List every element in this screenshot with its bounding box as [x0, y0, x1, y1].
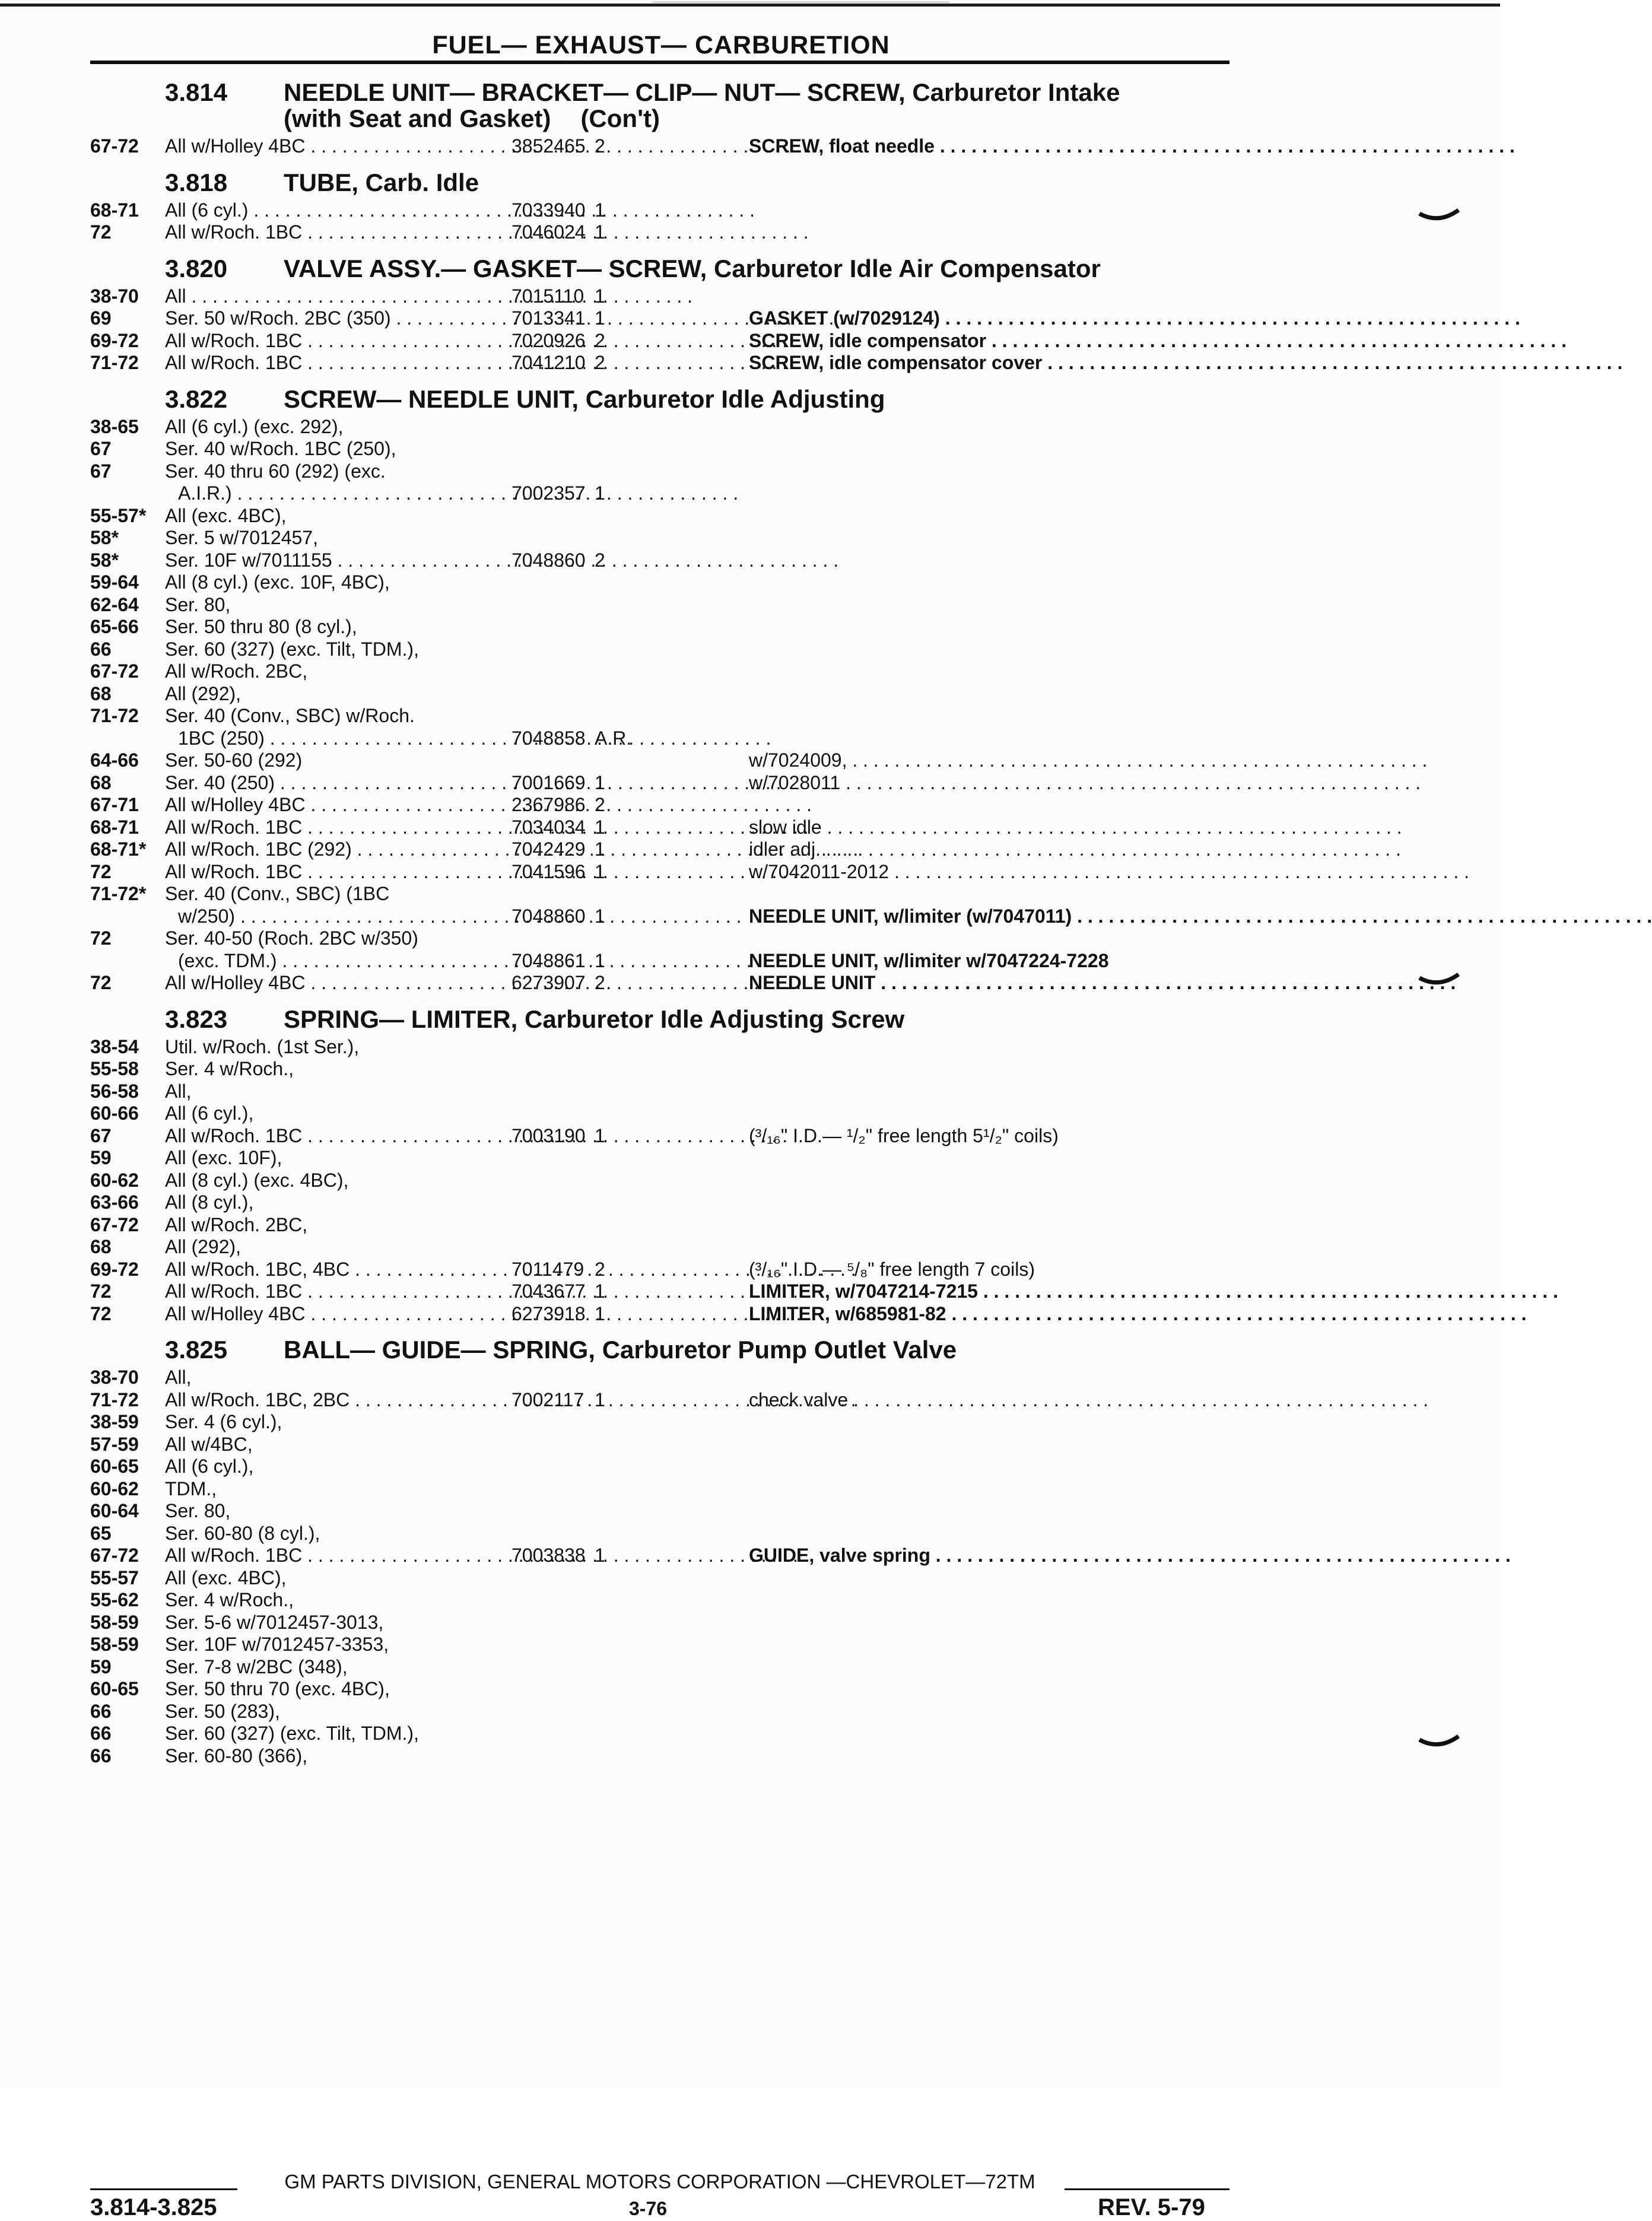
part-number: 7034034 [512, 816, 586, 838]
quantity: 1 [595, 860, 605, 882]
header-rule [90, 61, 1230, 64]
part-number: 7015110 [512, 285, 584, 307]
part-note: NEEDLE UNIT, w/limiter w/7047224-7228 [749, 949, 1109, 971]
quantity: 1 [595, 838, 605, 860]
quantity: 1 [595, 816, 605, 838]
section-title [284, 256, 1230, 282]
model-years: 38-70 [90, 285, 139, 307]
application-description: Ser. 4 w/Roch., [165, 1058, 294, 1079]
model-years: 71-72 [90, 1388, 139, 1410]
section-title-text: VALVE ASSY.— GASKET— SCREW, Carburetor Idle Air Compensator [284, 254, 1101, 282]
application-description: All (8 cyl.) (exc. 4BC), [165, 1169, 349, 1191]
application-description: All w/Roch. 1BC . . . [165, 352, 512, 374]
part-row [90, 1191, 1230, 1214]
model-years: 68-71 [90, 816, 139, 838]
quantity: 2 [595, 549, 605, 571]
part-row [90, 285, 1230, 308]
part-note: w/7024009, . . . [749, 749, 1230, 772]
part-row [90, 838, 1230, 861]
model-years: 65-66 [90, 616, 139, 637]
section-number: 3.814 [165, 78, 228, 106]
part-row [90, 616, 1230, 638]
section-number: 3.822 [165, 385, 228, 413]
application-description: All w/Holley 4BC . . . [165, 972, 512, 994]
part-row [90, 1567, 1230, 1590]
section-number: 3.823 [165, 1005, 228, 1033]
model-years: 63-66 [90, 1191, 139, 1213]
part-row [90, 199, 1230, 222]
quantity: 1 [595, 285, 605, 307]
model-years: 67 [90, 438, 112, 459]
part-note: w/7042011-2012 . . . [749, 861, 1230, 884]
model-years: 64-66 [90, 749, 139, 771]
application-description: All w/Roch. 1BC . . . [165, 1281, 512, 1303]
part-number: 7048858 [512, 727, 586, 749]
application-description: All w/4BC, [165, 1433, 253, 1455]
application-description: All w/Holley 4BC . . . [165, 1303, 512, 1326]
part-row [90, 330, 1230, 352]
model-years: 38-70 [90, 1367, 139, 1388]
part-row [90, 905, 1230, 928]
part-note: SCREW, idle compensator cover . . . [749, 352, 1230, 374]
section-3-818 [90, 170, 1230, 244]
part-row [90, 1058, 1230, 1081]
part-row [90, 772, 1230, 795]
part-note: LIMITER, w/685981-82 . . . [749, 1303, 1230, 1326]
part-row [90, 1434, 1230, 1456]
model-years: 60-62 [90, 1169, 139, 1191]
application-description: Ser. 60 (327) (exc. Tilt, TDM.), [165, 1723, 419, 1744]
footer-page-number: 3-76 [629, 2198, 668, 2219]
application-description: All w/Roch. 1BC . . . [165, 1545, 512, 1567]
part-row [90, 505, 1230, 528]
scan-artifact [653, 1, 949, 3]
quantity: 2 [595, 794, 605, 815]
model-years: 60-62 [90, 1478, 139, 1499]
model-years: 72 [90, 972, 112, 993]
quantity: 1 [595, 482, 605, 504]
section-title [284, 1337, 1230, 1363]
footer-section-range: 3.814-3.825 [90, 2194, 217, 2220]
part-row [90, 1456, 1230, 1478]
model-years: 67-72 [90, 135, 139, 157]
section-3-814 [90, 80, 1230, 158]
part-note: (³/₁₆" I.D.— ⁵/₈" free length 7 coils) [749, 1258, 1035, 1280]
model-years: 71-72 [90, 705, 139, 726]
model-years: 69-72 [90, 329, 139, 351]
section-3-822 [90, 386, 1230, 994]
section-title [284, 170, 1230, 196]
part-number: 6273918 [512, 1302, 586, 1324]
part-row [90, 571, 1230, 594]
quantity: 1 [595, 1545, 605, 1566]
quantity: 1 [595, 949, 605, 971]
application-description: All (8 cyl.), [165, 1191, 254, 1213]
application-description: Ser. 40 w/Roch. 1BC (250), [165, 438, 396, 459]
part-row [90, 1281, 1230, 1303]
application-description: Ser. 80, [165, 593, 231, 615]
part-row [90, 1214, 1230, 1237]
parts-listing [90, 76, 1230, 1767]
application-description: Ser. 5-6 w/7012457-3013, [165, 1611, 384, 1633]
section-title-text: BALL— GUIDE— SPRING, Carburetor Pump Outlet Valve [284, 1336, 957, 1364]
application-description: All (292), [165, 1236, 242, 1257]
part-row [90, 1170, 1230, 1192]
part-row [90, 972, 1230, 994]
model-years: 38-54 [90, 1035, 139, 1057]
part-note: slow idle . . . [749, 816, 1230, 839]
application-description: Util. w/Roch. (1st Ser.), [165, 1035, 360, 1057]
part-note: SCREW, idle compensator . . . [749, 330, 1230, 352]
binder-hole-mark [1418, 973, 1460, 989]
application-description: Ser. 40 (Conv., SBC) w/Roch. [165, 705, 415, 726]
application-description: All w/Roch. 1BC . . . [165, 861, 512, 884]
model-years: 59 [90, 1656, 112, 1677]
model-years: 72 [90, 1281, 112, 1302]
part-number: 7046024 [512, 221, 586, 243]
application-description: Ser. 60-80 (366), [165, 1745, 308, 1766]
part-row [90, 861, 1230, 884]
part-note: idler adj. . . . [749, 838, 1230, 861]
part-number: 7003190 [512, 1124, 586, 1146]
application-description: w/250) . . . [165, 905, 512, 928]
application-description: Ser. 80, [165, 1500, 231, 1521]
application-description: Ser. 40-50 (Roch. 2BC w/350) [165, 927, 418, 949]
page-title: FUEL— EXHAUST— CARBURETION [432, 31, 890, 59]
model-years: 66 [90, 1745, 112, 1766]
part-note: NEEDLE UNIT, w/limiter (w/7047011) . . . [749, 905, 1230, 928]
part-row [90, 1081, 1230, 1103]
model-years: 68 [90, 771, 112, 793]
model-years: 68-71* [90, 838, 147, 860]
quantity: 2 [595, 972, 605, 993]
model-years: 71-72* [90, 883, 147, 904]
part-row [90, 1523, 1230, 1545]
section-title [284, 386, 1230, 412]
part-number: 7013341 [512, 307, 586, 329]
section-heading [90, 1337, 1230, 1363]
part-number: 7048860 [512, 905, 586, 927]
quantity: 2 [595, 135, 605, 157]
part-number: 7020926 [512, 329, 586, 351]
application-description: All w/Holley 4BC . . . [165, 135, 512, 158]
quantity: 1 [595, 307, 605, 329]
quantity: 1 [595, 1388, 605, 1410]
quantity: 2 [595, 352, 605, 373]
quantity: 2 [595, 1258, 605, 1280]
application-description: All w/Roch. 1BC . . . [165, 1125, 512, 1148]
model-years: 59-64 [90, 571, 139, 593]
part-row [90, 307, 1230, 330]
model-years: 56-58 [90, 1080, 139, 1102]
part-note: w/7028011 . . . [749, 772, 1230, 795]
part-number: 2367986 [512, 794, 586, 815]
application-description: Ser. 10F w/7012457-3353, [165, 1634, 389, 1655]
part-row [90, 527, 1230, 549]
part-number: 7048860 [512, 549, 586, 571]
quantity: 1 [595, 199, 605, 221]
model-years: 58* [90, 527, 119, 548]
section-number: 3.825 [165, 1336, 228, 1364]
model-years: 67-71 [90, 794, 139, 815]
part-row [90, 1259, 1230, 1281]
part-note: check valve . . . [749, 1389, 1230, 1412]
part-row [90, 594, 1230, 617]
quantity: 1 [595, 221, 605, 243]
part-row [90, 482, 1230, 505]
top-edge-rule [0, 4, 1500, 7]
application-description: Ser. 50 thru 80 (8 cyl.), [165, 616, 357, 637]
part-note: LIMITER, w/7047214-7215 . . . [749, 1281, 1230, 1303]
model-years: 58-59 [90, 1611, 139, 1633]
model-years: 59 [90, 1147, 112, 1168]
application-description: Ser. 4 (6 cyl.), [165, 1411, 282, 1432]
footer-rule-right [1065, 2188, 1230, 2190]
model-years: 65 [90, 1522, 112, 1544]
model-years: 55-58 [90, 1058, 139, 1079]
part-row [90, 1612, 1230, 1634]
model-years: 38-65 [90, 415, 139, 437]
application-description: Ser. 7-8 w/2BC (348), [165, 1656, 348, 1677]
application-description: 1BC (250) . . . [165, 727, 512, 750]
section-heading [90, 170, 1230, 196]
application-description: All w/Roch. 1BC . . . [165, 330, 512, 352]
part-row [90, 352, 1230, 374]
application-description: Ser. 4 w/Roch., [165, 1589, 294, 1610]
model-years: 72 [90, 927, 112, 949]
part-number: 7033940 [512, 199, 586, 221]
model-years: 68-71 [90, 199, 139, 221]
application-description: All (292), [165, 682, 242, 704]
section-title-text: NEEDLE UNIT— BRACKET— CLIP— NUT— SCREW, Carburetor Intake (with Seat and Gasket) [284, 78, 1120, 132]
application-description: All w/Roch. 2BC, [165, 1213, 308, 1235]
part-row [90, 221, 1230, 244]
model-years: 66 [90, 1723, 112, 1744]
part-number: 7042429 [512, 838, 586, 860]
part-number: 7048861 [512, 949, 586, 971]
application-description: All w/Roch. 1BC, 2BC . . . [165, 1389, 512, 1412]
application-description: All w/Roch. 1BC . . . [165, 816, 512, 839]
part-row [90, 438, 1230, 460]
model-years: 62-64 [90, 593, 139, 615]
model-years: 69-72 [90, 1258, 139, 1280]
part-row [90, 816, 1230, 839]
part-row [90, 1411, 1230, 1434]
part-row [90, 1236, 1230, 1259]
application-description: All w/Roch. 2BC, [165, 660, 308, 682]
part-row [90, 1036, 1230, 1059]
section-title-text: SPRING— LIMITER, Carburetor Idle Adjusting Screw [284, 1005, 905, 1033]
continued-label: (Con't) [580, 104, 660, 132]
section-number: 3.820 [165, 254, 228, 282]
part-number: 3852465 [512, 135, 586, 157]
application-description: All (6 cyl.), [165, 1456, 254, 1477]
part-row [90, 460, 1230, 483]
application-description: Ser. 50 (283), [165, 1700, 280, 1722]
model-years: 55-57* [90, 504, 147, 526]
quantity: 1 [595, 1124, 605, 1146]
part-number: 7011479 [512, 1258, 584, 1280]
application-description: Ser. 60-80 (8 cyl.), [165, 1522, 320, 1544]
application-description: Ser. 10F w/7011155 . . . [165, 549, 512, 572]
part-row [90, 549, 1230, 572]
footer-revision: REV. 5-79 [1098, 2194, 1205, 2220]
section-title-text: SCREW— NEEDLE UNIT, Carburetor Idle Adjusting [284, 385, 885, 413]
quantity: 1 [595, 1302, 605, 1324]
footer-publisher: GM PARTS DIVISION, GENERAL MOTORS CORPORATION —CHEVROLET—72TM [284, 2171, 1035, 2193]
application-description: All . . . [165, 285, 512, 308]
part-row [90, 1500, 1230, 1523]
model-years: 67-72 [90, 1545, 139, 1566]
model-years: 69 [90, 307, 112, 329]
application-description: All (exc. 4BC), [165, 1567, 287, 1588]
part-note: NEEDLE UNIT . . . [749, 972, 1230, 994]
model-years: 60-65 [90, 1456, 139, 1477]
part-row [90, 1545, 1230, 1567]
model-years: 55-57 [90, 1567, 139, 1588]
model-years: 68 [90, 1236, 112, 1257]
model-years: 66 [90, 1700, 112, 1722]
application-description: All, [165, 1367, 192, 1388]
application-description: Ser. 5 w/7012457, [165, 527, 318, 548]
model-years: 58-59 [90, 1634, 139, 1655]
application-description: A.I.R.) . . . [165, 482, 512, 505]
quantity: 1 [595, 1281, 605, 1302]
model-years: 71-72 [90, 352, 139, 373]
model-years: 60-64 [90, 1500, 139, 1521]
application-description: All w/Roch. 1BC, 4BC . . . [165, 1259, 512, 1281]
application-description: Ser. 40 (250) . . . [165, 772, 512, 795]
part-row [90, 683, 1230, 706]
section-3-825 [90, 1337, 1230, 1767]
application-description: All (6 cyl.) . . . [165, 199, 512, 222]
application-description: All (6 cyl.), [165, 1102, 254, 1124]
part-row [90, 1723, 1230, 1745]
model-years: 72 [90, 221, 112, 243]
part-number: 6273907 [512, 972, 586, 993]
application-description: All w/Roch. 1BC . . . [165, 221, 512, 244]
part-row [90, 135, 1230, 158]
application-description: All w/Roch. 1BC (292) . . . [165, 838, 512, 861]
model-years: 67-72 [90, 1213, 139, 1235]
part-row [90, 1367, 1230, 1389]
part-row [90, 1303, 1230, 1326]
application-description: All (8 cyl.) (exc. 10F, 4BC), [165, 571, 390, 593]
application-description: All (exc. 4BC), [165, 504, 287, 526]
application-description: All (exc. 10F), [165, 1147, 282, 1168]
section-heading [90, 1006, 1230, 1032]
quantity: A.R. [595, 727, 632, 749]
application-description: Ser. 50-60 (292) [165, 749, 303, 771]
part-row [90, 638, 1230, 661]
part-row [90, 1102, 1230, 1125]
quantity: 1 [595, 905, 605, 927]
part-row [90, 1634, 1230, 1656]
application-description: All (6 cyl.) (exc. 292), [165, 415, 344, 437]
part-row [90, 416, 1230, 439]
application-description: All w/Holley 4BC . . . [165, 794, 512, 816]
section-heading [90, 80, 1230, 132]
part-note: GASKET (w/7029124) . . . [749, 307, 1230, 330]
application-description: Ser. 50 w/Roch. 2BC (350) . . . [165, 307, 512, 330]
part-number: 7043677 [512, 1281, 586, 1302]
section-heading [90, 386, 1230, 412]
quantity: 2 [595, 329, 605, 351]
part-row [90, 1589, 1230, 1612]
part-row [90, 1656, 1230, 1679]
part-row [90, 794, 1230, 816]
application-description: Ser. 40 thru 60 (292) (exc. [165, 460, 386, 482]
model-years: 58* [90, 549, 119, 571]
part-number: 7041596 [512, 860, 586, 882]
part-row [90, 705, 1230, 727]
quantity: 1 [595, 771, 605, 793]
model-years: 72 [90, 860, 112, 882]
section-3-820 [90, 256, 1230, 374]
part-row [90, 727, 1230, 750]
part-row [90, 1745, 1230, 1768]
application-description: (exc. TDM.) . . . [165, 950, 512, 973]
model-years: 57-59 [90, 1433, 139, 1455]
section-title [284, 1006, 1230, 1032]
part-note: (³/₁₆" I.D.— ¹/₂" free length 5¹/₂" coils) [749, 1124, 1059, 1146]
part-number: 7003838 [512, 1545, 586, 1566]
model-years: 67 [90, 460, 112, 482]
model-years: 60-65 [90, 1678, 139, 1699]
model-years: 67-72 [90, 660, 139, 682]
part-row [90, 1147, 1230, 1170]
application-description: Ser. 60 (327) (exc. Tilt, TDM.), [165, 638, 419, 660]
part-number: 7002357 [512, 482, 586, 504]
part-number: 7041210 [512, 352, 586, 373]
part-row [90, 927, 1230, 950]
part-row [90, 883, 1230, 905]
section-number: 3.818 [165, 168, 228, 196]
section-heading [90, 256, 1230, 282]
part-row [90, 950, 1230, 973]
model-years: 72 [90, 1302, 112, 1324]
part-row [90, 1701, 1230, 1723]
application-description: TDM., [165, 1478, 217, 1499]
part-row [90, 660, 1230, 683]
part-note: SCREW, float needle . . . [749, 135, 1230, 158]
part-row [90, 1678, 1230, 1701]
part-number: 7002117 [512, 1388, 584, 1410]
model-years: 67 [90, 1124, 112, 1146]
part-number: 7001669 [512, 771, 586, 793]
section-title-text: TUBE, Carb. Idle [284, 168, 479, 196]
model-years: 68 [90, 682, 112, 704]
application-description: Ser. 50 thru 70 (exc. 4BC), [165, 1678, 390, 1699]
binder-hole-mark [1418, 209, 1460, 224]
section-title [284, 80, 1230, 132]
binder-hole-mark [1418, 1735, 1460, 1750]
part-row [90, 749, 1230, 772]
model-years: 38-59 [90, 1411, 139, 1432]
part-note: GUIDE, valve spring . . . [749, 1545, 1230, 1567]
part-row [90, 1478, 1230, 1501]
model-years: 60-66 [90, 1102, 139, 1124]
model-years: 66 [90, 638, 112, 660]
application-description: All, [165, 1080, 192, 1102]
section-3-823 [90, 1006, 1230, 1326]
part-row [90, 1389, 1230, 1412]
model-years: 55-62 [90, 1589, 139, 1610]
application-description: Ser. 40 (Conv., SBC) (1BC [165, 883, 390, 904]
part-row [90, 1125, 1230, 1148]
